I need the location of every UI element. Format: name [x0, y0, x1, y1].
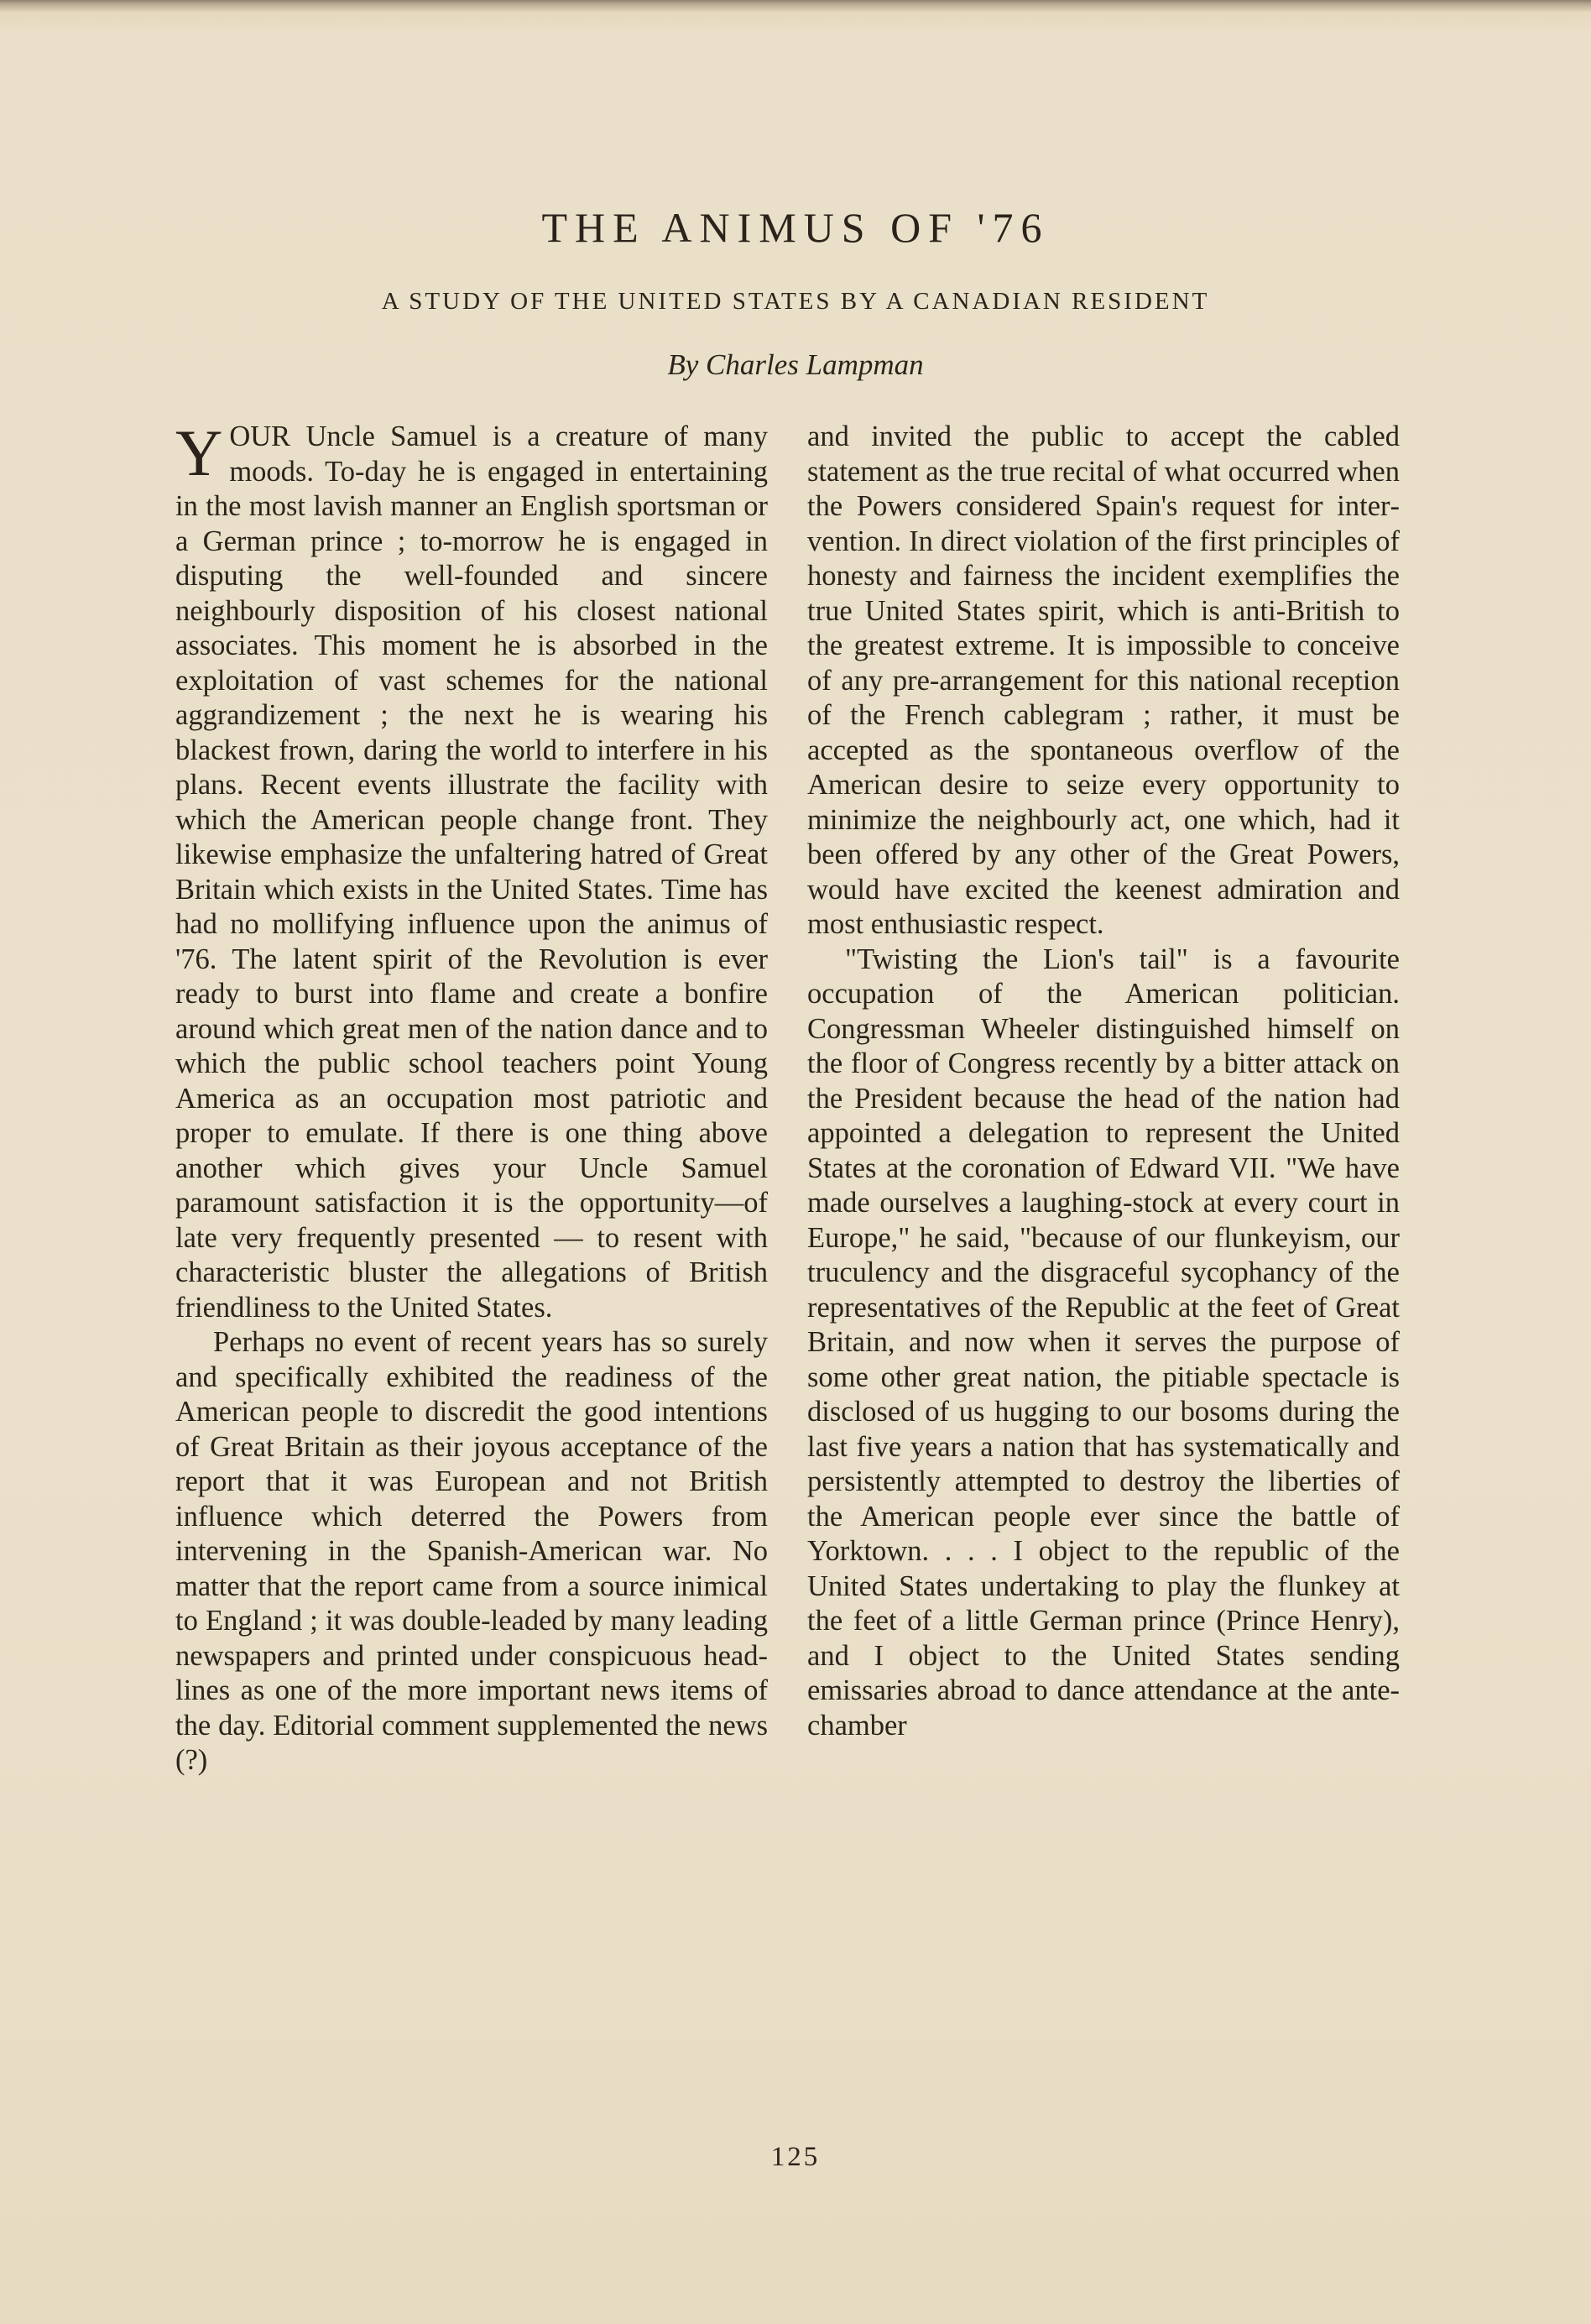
- page-number: 125: [770, 2142, 821, 2172]
- right-paragraph-2: "Twisting the Lion's tail" is a favourite occupation of the American politician. Congressman Wheeler distinguished himself on the floor of Congress recently by a bitter attack on the President because the head of the nation had appointed a delegation to represent the United States at the coronation of Edward VII. "We have made ourselves a laughing-stock at every court in Europe," he said, "because of our flunkeyism, our truculency and the disgraceful sycophancy of the representatives of the Republic at the feet of Great Britain, and now when it serves the purpose of some other great nation, the pitiable spectacle is disclosed of us hugging to our bosoms during the last five years a nation that has systematically and persistently attempted to destroy the liberties of the American people ever since the battle of Yorktown. . . . I object to the republic of the United States undertaking to play the flunkey at the feet of a little German prince (Prince Henry), and I object to the United States sending emissaries abroad to dance attendance at the ante-chamber: [807, 943, 1400, 1742]
- right-column: [807, 420, 1400, 1743]
- left-paragraph-2: Perhaps no event of recent years has so surely and specifically exhibited the readiness of the American people to discredit the good intentions of Great Britain as their joyous acceptance of the report that it was European and not British influence which deterred the Powers from intervening in the Spanish-American war. No matter that the report came from a source inimical to England ; it was double-leaded by many leading newspapers and printed under conspicuous headlines as one of the more important news items of the day. Editorial comment supplemented the news (?): [175, 1326, 768, 1776]
- article-subtitle: A STUDY OF THE UNITED STATES BY A CANADIAN RESIDENT: [381, 288, 1210, 315]
- page-top-edge: [0, 0, 1591, 12]
- article-byline: By Charles Lampman: [667, 348, 924, 381]
- drop-cap: Y: [175, 416, 223, 489]
- left-paragraph-1: [175, 416, 768, 1325]
- left-paragraph-1-text: OUR Uncle Samuel is a creature of many moods. To-day he is engaged in entertaining in the most lavish manner an English sportsman or a German prince ; to-morrow he is engaged in disputing the well-founded and sincere neighbourly disposition of his closest national associates. This moment he is absorbed in the exploitation of vast schemes for the national aggrandizement ; the next he is wearing his blackest frown, daring the world to interfere in his plans. Recent events illustrate the facility with which the American people change front. They likewise emphasize the unfaltering hatred of Great Britain which exists in the United States. Time has had no mollifying influence upon the animus of '76. The latent spirit of the Revolution is ever ready to burst into flame and create a bonfire around which great men of the nation dance and to which the public school teachers point Young America as an occupation most patriotic and proper to emulate. If there is one thing above another which gives your Uncle Samuel paramount satisfaction it is the opportunity—of late very frequently presented — to resent with characteristic bluster the allegations of British friendliness to the United States.: [175, 420, 768, 1324]
- left-column: [175, 416, 768, 1778]
- right-paragraph-1: and invited the public to accept the cabled statement as the true recital of what occurred when the Powers considered Spain's request for intervention. In direct violation of the first principles of honesty and fairness the incident exemplifies the true United States spirit, which is anti-British to the greatest extreme. It is impossible to conceive of any pre-arrangement for this national reception of the French cablegram ; rather, it must be accepted as the spontaneous overflow of the American desire to seize every opportunity to minimize the neighbourly act, one which, had it been offered by any other of the Great Powers, would have excited the keenest admiration and most enthusiastic respect.: [807, 420, 1400, 940]
- article-title: THE ANIMUS OF '76: [541, 204, 1050, 251]
